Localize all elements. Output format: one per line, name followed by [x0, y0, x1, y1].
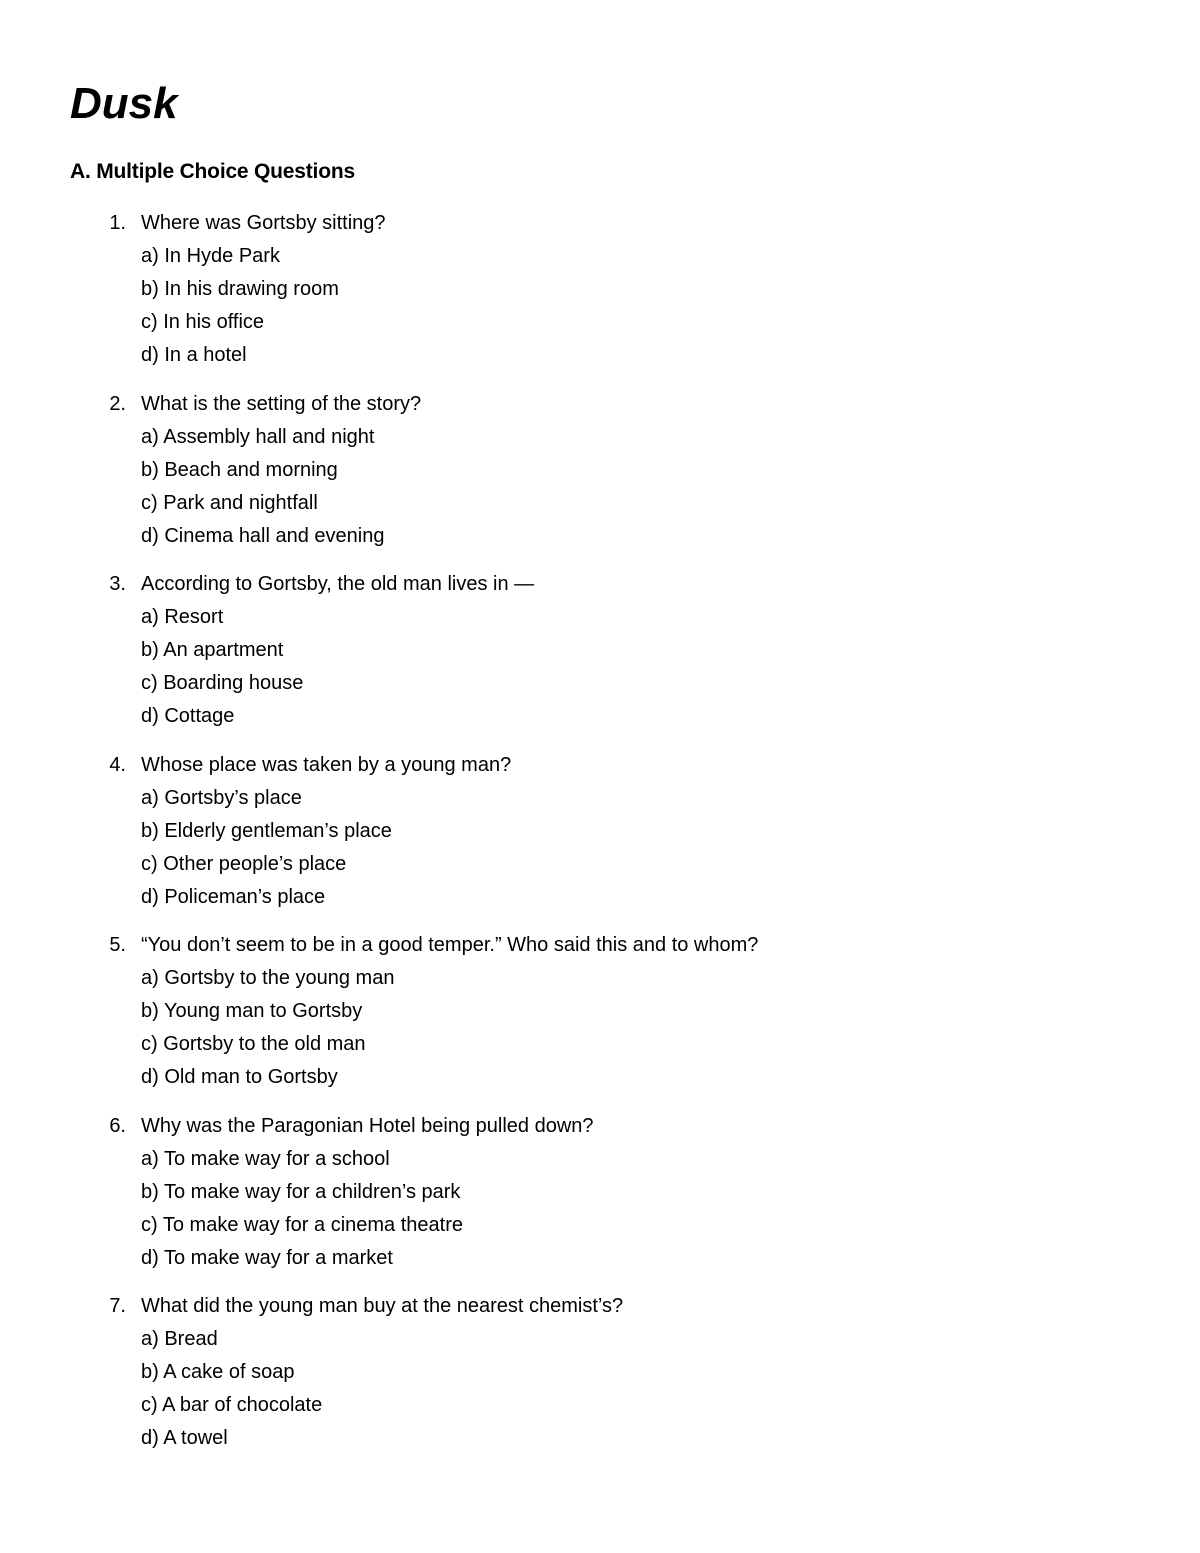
- option-item: a) Gortsby’s place: [141, 786, 302, 809]
- question-item: [0, 749, 1200, 930]
- document-title: Dusk: [70, 79, 178, 128]
- option-item: a) To make way for a school: [141, 1147, 390, 1170]
- question-text: What did the young man buy at the nearest chemist’s?: [141, 1295, 624, 1317]
- option-item: c) In his office: [141, 311, 265, 333]
- question-number: 6.: [109, 1114, 126, 1137]
- option-item: d) Policeman’s place: [141, 885, 326, 908]
- question-item: [0, 1110, 1200, 1291]
- option-item: d) A towel: [141, 1427, 228, 1449]
- option-item: b) Elderly gentleman’s place: [141, 819, 392, 842]
- option-list: [141, 782, 392, 914]
- option-item: d) Old man to Gortsby: [141, 1066, 338, 1088]
- question-list: [0, 207, 1200, 1471]
- question-number: 3.: [109, 573, 126, 595]
- section-heading: A. Multiple Choice Questions: [70, 160, 355, 183]
- option-item: c) Other people’s place: [141, 852, 347, 875]
- option-list: [141, 601, 303, 733]
- option-item: a) In Hyde Park: [141, 245, 280, 267]
- option-list: [141, 1143, 463, 1275]
- option-item: a) Resort: [141, 606, 224, 628]
- question-number: 7.: [109, 1295, 126, 1317]
- option-list: [141, 1323, 322, 1455]
- option-item: c) Gortsby to the old man: [141, 1033, 366, 1055]
- option-item: c) A bar of chocolate: [141, 1394, 323, 1416]
- option-item: b) A cake of soap: [141, 1361, 295, 1383]
- question-item: [0, 568, 1200, 749]
- option-item: d) To make way for a market: [141, 1246, 393, 1269]
- option-item: a) Assembly hall and night: [141, 425, 375, 448]
- option-item: b) An apartment: [141, 639, 284, 661]
- option-item: a) Gortsby to the young man: [141, 967, 395, 989]
- option-item: b) Young man to Gortsby: [141, 1000, 363, 1022]
- option-item: d) In a hotel: [141, 344, 247, 366]
- option-list: [141, 421, 385, 553]
- question-item: [0, 929, 1200, 1110]
- question-text: Why was the Paragonian Hotel being pulled down?: [141, 1114, 594, 1137]
- question-item: [0, 1290, 1200, 1471]
- question-text: According to Gortsby, the old man lives in —: [141, 573, 535, 595]
- question-text: What is the setting of the story?: [141, 392, 422, 415]
- question-text: Where was Gortsby sitting?: [141, 212, 386, 234]
- question-item: [0, 388, 1200, 569]
- option-item: d) Cinema hall and evening: [141, 524, 385, 547]
- option-item: c) Park and nightfall: [141, 491, 318, 514]
- question-number: 1.: [109, 212, 126, 234]
- option-list: [141, 962, 394, 1094]
- question-number: 2.: [109, 392, 126, 415]
- option-item: a) Bread: [141, 1328, 218, 1350]
- option-item: d) Cottage: [141, 705, 235, 727]
- option-item: b) In his drawing room: [141, 278, 339, 300]
- question-number: 5.: [109, 934, 126, 956]
- question-item: [0, 207, 1200, 388]
- option-list: [141, 240, 339, 372]
- option-item: c) Boarding house: [141, 672, 304, 694]
- option-item: b) To make way for a children’s park: [141, 1180, 461, 1203]
- question-number: 4.: [109, 753, 126, 776]
- question-text: “You don’t seem to be in a good temper.” Who said this and to whom?: [141, 934, 759, 956]
- question-text: Whose place was taken by a young man?: [141, 753, 512, 776]
- option-item: b) Beach and morning: [141, 458, 338, 481]
- option-item: c) To make way for a cinema theatre: [141, 1213, 463, 1236]
